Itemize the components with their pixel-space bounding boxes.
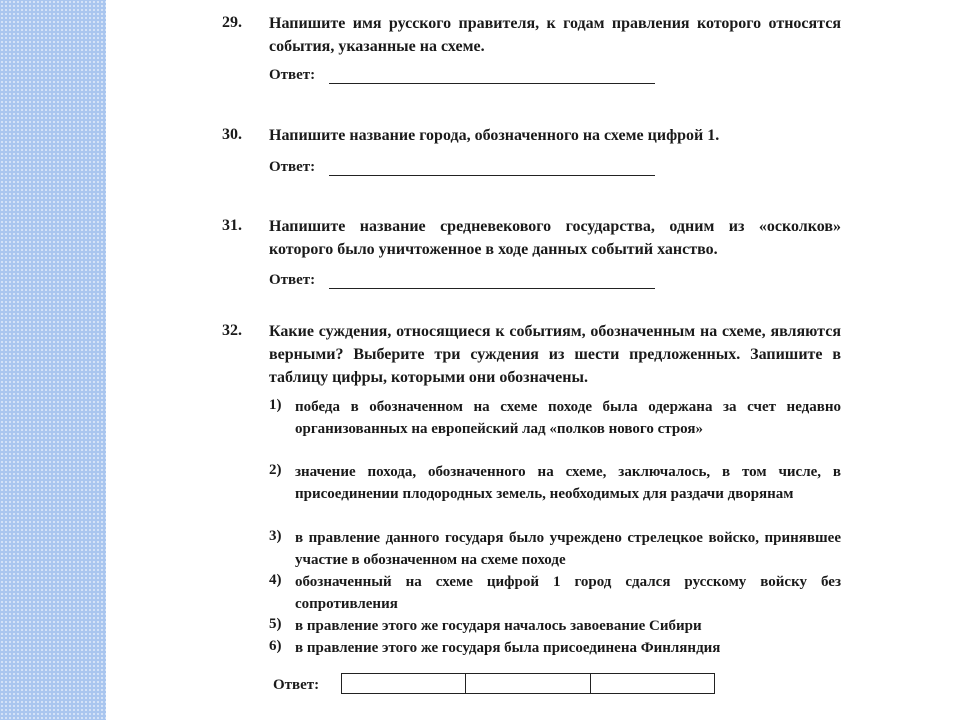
question-29-number: 29. xyxy=(222,14,242,31)
option-2-number: 2) xyxy=(269,462,282,478)
question-31-answer-field[interactable] xyxy=(329,288,655,289)
question-29-answer-field[interactable] xyxy=(329,83,655,84)
question-31-answer-label: Ответ: xyxy=(269,272,316,288)
option-3-number: 3) xyxy=(269,528,282,544)
question-29-answer-label: Ответ: xyxy=(269,67,316,83)
option-1-text: победа в обозначенном на схеме походе была одержана за счет недавно организованных на европейский лад «полков нового строя» xyxy=(295,399,841,437)
question-30-answer-label: Ответ: xyxy=(269,159,316,175)
option-5-text: в правление этого же государя началось завоевание Сибири xyxy=(295,618,702,634)
answer-cell-1[interactable] xyxy=(342,674,466,693)
option-6-number: 6) xyxy=(269,638,282,654)
option-6-text: в правление этого же государя была присоединена Финляндия xyxy=(295,640,721,656)
question-31-number: 31. xyxy=(222,217,242,234)
option-3-text: в правление данного государя было учреждено стрелецкое войско, принявшее участие в обозначенном на схеме походе xyxy=(295,530,841,568)
question-30-number: 30. xyxy=(222,126,242,143)
question-30-answer-field[interactable] xyxy=(329,175,655,176)
answer-cell-2[interactable] xyxy=(466,674,590,693)
option-1-number: 1) xyxy=(269,397,282,413)
question-32-answer-label: Ответ: xyxy=(273,677,320,693)
decorative-sidebar xyxy=(0,0,106,720)
option-4-number: 4) xyxy=(269,572,282,588)
answer-cell-3[interactable] xyxy=(591,674,714,693)
question-30-text: Напишите название города, обозначенного на схеме цифрой 1. xyxy=(269,127,720,144)
option-2-text: значение похода, обозначенного на схеме, заключалось, в том числе, в присоединении плодородных земель, необходимых для раздачи дворянам xyxy=(295,464,841,502)
question-32-text: Какие суждения, относящиеся к событиям, обозначенным на схеме, являются верными? Выберите три суждения из шести предложенных. Запишите в таблицу цифры, которыми они обозначены. xyxy=(269,323,841,386)
option-5-number: 5) xyxy=(269,616,282,632)
question-32-number: 32. xyxy=(222,322,242,339)
option-4-text: обозначенный на схеме цифрой 1 город сдался русскому войску без сопротивления xyxy=(295,574,841,612)
question-32-answer-table xyxy=(341,673,715,694)
question-31-text: Напишите название средневекового государства, одним из «осколков» которого было уничтоженное в ходе данных событий ханство. xyxy=(269,218,841,258)
question-29-text: Напишите имя русского правителя, к годам правления которого относятся события, указанные на схеме. xyxy=(269,15,841,55)
